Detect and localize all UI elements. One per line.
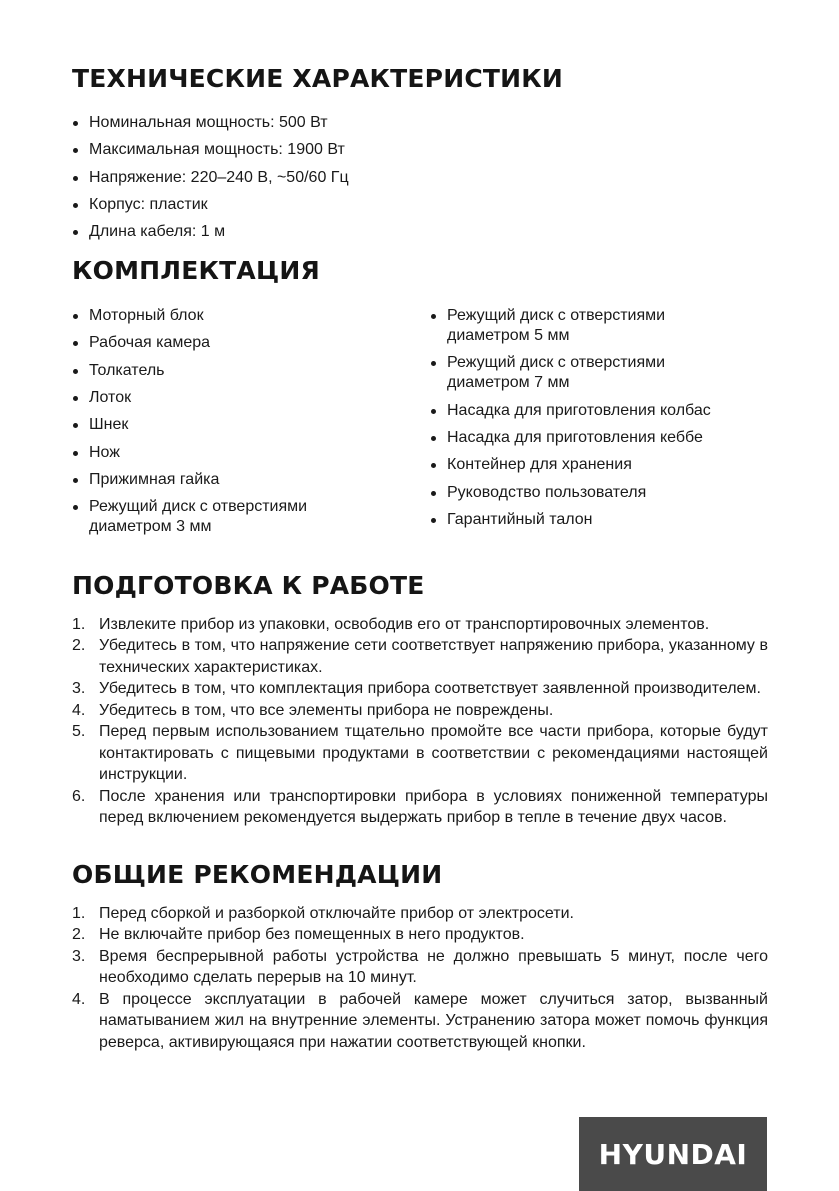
prep-heading: ПОДГОТОВКА К РАБОТЕ bbox=[72, 570, 425, 600]
list-item: Контейнер для хранения bbox=[430, 455, 768, 475]
list-item: Шнек bbox=[72, 415, 430, 435]
prep-list bbox=[72, 614, 768, 829]
list-item: Моторный блок bbox=[72, 306, 430, 326]
list-item: 5. Перед первым использованием тщательно промойте все части прибора, которые будут контактировать с пищевыми продуктами в соответствии с рекомендациями настоящей инструкции. bbox=[72, 723, 768, 784]
prep-section bbox=[72, 569, 768, 829]
list-item: 2. Не включайте прибор без помещенных в него продуктов. bbox=[72, 926, 525, 944]
list-item: Рабочая камера bbox=[72, 333, 430, 353]
brand-name: HYUNDAI bbox=[598, 1137, 748, 1171]
kit-columns bbox=[72, 306, 768, 544]
list-item: Руководство пользователя bbox=[430, 483, 768, 503]
kit-section bbox=[72, 254, 768, 544]
list-item: Насадка для приготовления колбас bbox=[430, 401, 768, 421]
list-item: 1. Извлеките прибор из упаковки, освободив его от транспортировочных элементов. bbox=[72, 615, 710, 633]
kit-list-left bbox=[72, 306, 430, 544]
list-item: Корпус: пластик bbox=[72, 195, 768, 215]
list-item: Насадка для приготовления кеббе bbox=[430, 428, 768, 448]
kit-list-right bbox=[430, 306, 768, 544]
specs-list bbox=[72, 113, 768, 242]
manual-page bbox=[72, 62, 768, 1053]
list-item: Напряжение: 220–240 В, ~50/60 Гц bbox=[72, 168, 768, 188]
list-item: Лоток bbox=[72, 388, 430, 408]
list-item: Режущий диск с отверстиями диаметром 5 мм bbox=[430, 306, 697, 346]
kit-heading: КОМПЛЕКТАЦИЯ bbox=[72, 256, 320, 286]
brand-logo bbox=[579, 1117, 767, 1191]
list-item: 4. Убедитесь в том, что все элементы прибора не повреждены. bbox=[72, 701, 554, 719]
list-item: Толкатель bbox=[72, 361, 430, 381]
specs-heading: ТЕХНИЧЕСКИЕ ХАРАКТЕРИСТИКИ bbox=[72, 64, 564, 93]
general-section bbox=[72, 858, 768, 1054]
list-item: Режущий диск с отверстиями диаметром 3 мм bbox=[72, 497, 339, 537]
list-item: 6. После хранения или транспортировки прибора в условиях пониженной температуры перед включением рекомендуется выдержать прибор в тепле в течение двух часов. bbox=[72, 787, 768, 827]
list-item: Максимальная мощность: 1900 Вт bbox=[72, 140, 768, 160]
list-item: Длина кабеля: 1 м bbox=[72, 222, 768, 242]
list-item: 4. В процессе эксплуатации в рабочей камере может случиться затор, вызванный наматыванием жил на внутренние элементы. Устранению затора может помочь функция реверса, активирующаяся при нажатии соответствующей кнопки. bbox=[72, 990, 768, 1051]
list-item: 3. Убедитесь в том, что комплектация прибора соответствует заявленной производителем. bbox=[72, 680, 761, 698]
list-item: Номинальная мощность: 500 Вт bbox=[72, 113, 768, 133]
list-item: Гарантийный талон bbox=[430, 510, 768, 530]
specs-section bbox=[72, 62, 768, 242]
list-item: 2. Убедитесь в том, что напряжение сети соответствует напряжению прибора, указанному в технических характеристиках. bbox=[72, 637, 768, 676]
list-item: Режущий диск с отверстиями диаметром 7 мм bbox=[430, 353, 697, 393]
general-heading: ОБЩИЕ РЕКОМЕНДАЦИИ bbox=[72, 859, 443, 889]
general-list bbox=[72, 903, 768, 1054]
list-item: 3. Время беспрерывной работы устройства не должно превышать 5 минут, после чего необходимо сделать перерыв на 10 минут. bbox=[72, 947, 768, 987]
list-item: 1. Перед сборкой и разборкой отключайте прибор от электросети. bbox=[72, 904, 574, 922]
list-item: Прижимная гайка bbox=[72, 470, 430, 490]
list-item: Нож bbox=[72, 443, 430, 463]
